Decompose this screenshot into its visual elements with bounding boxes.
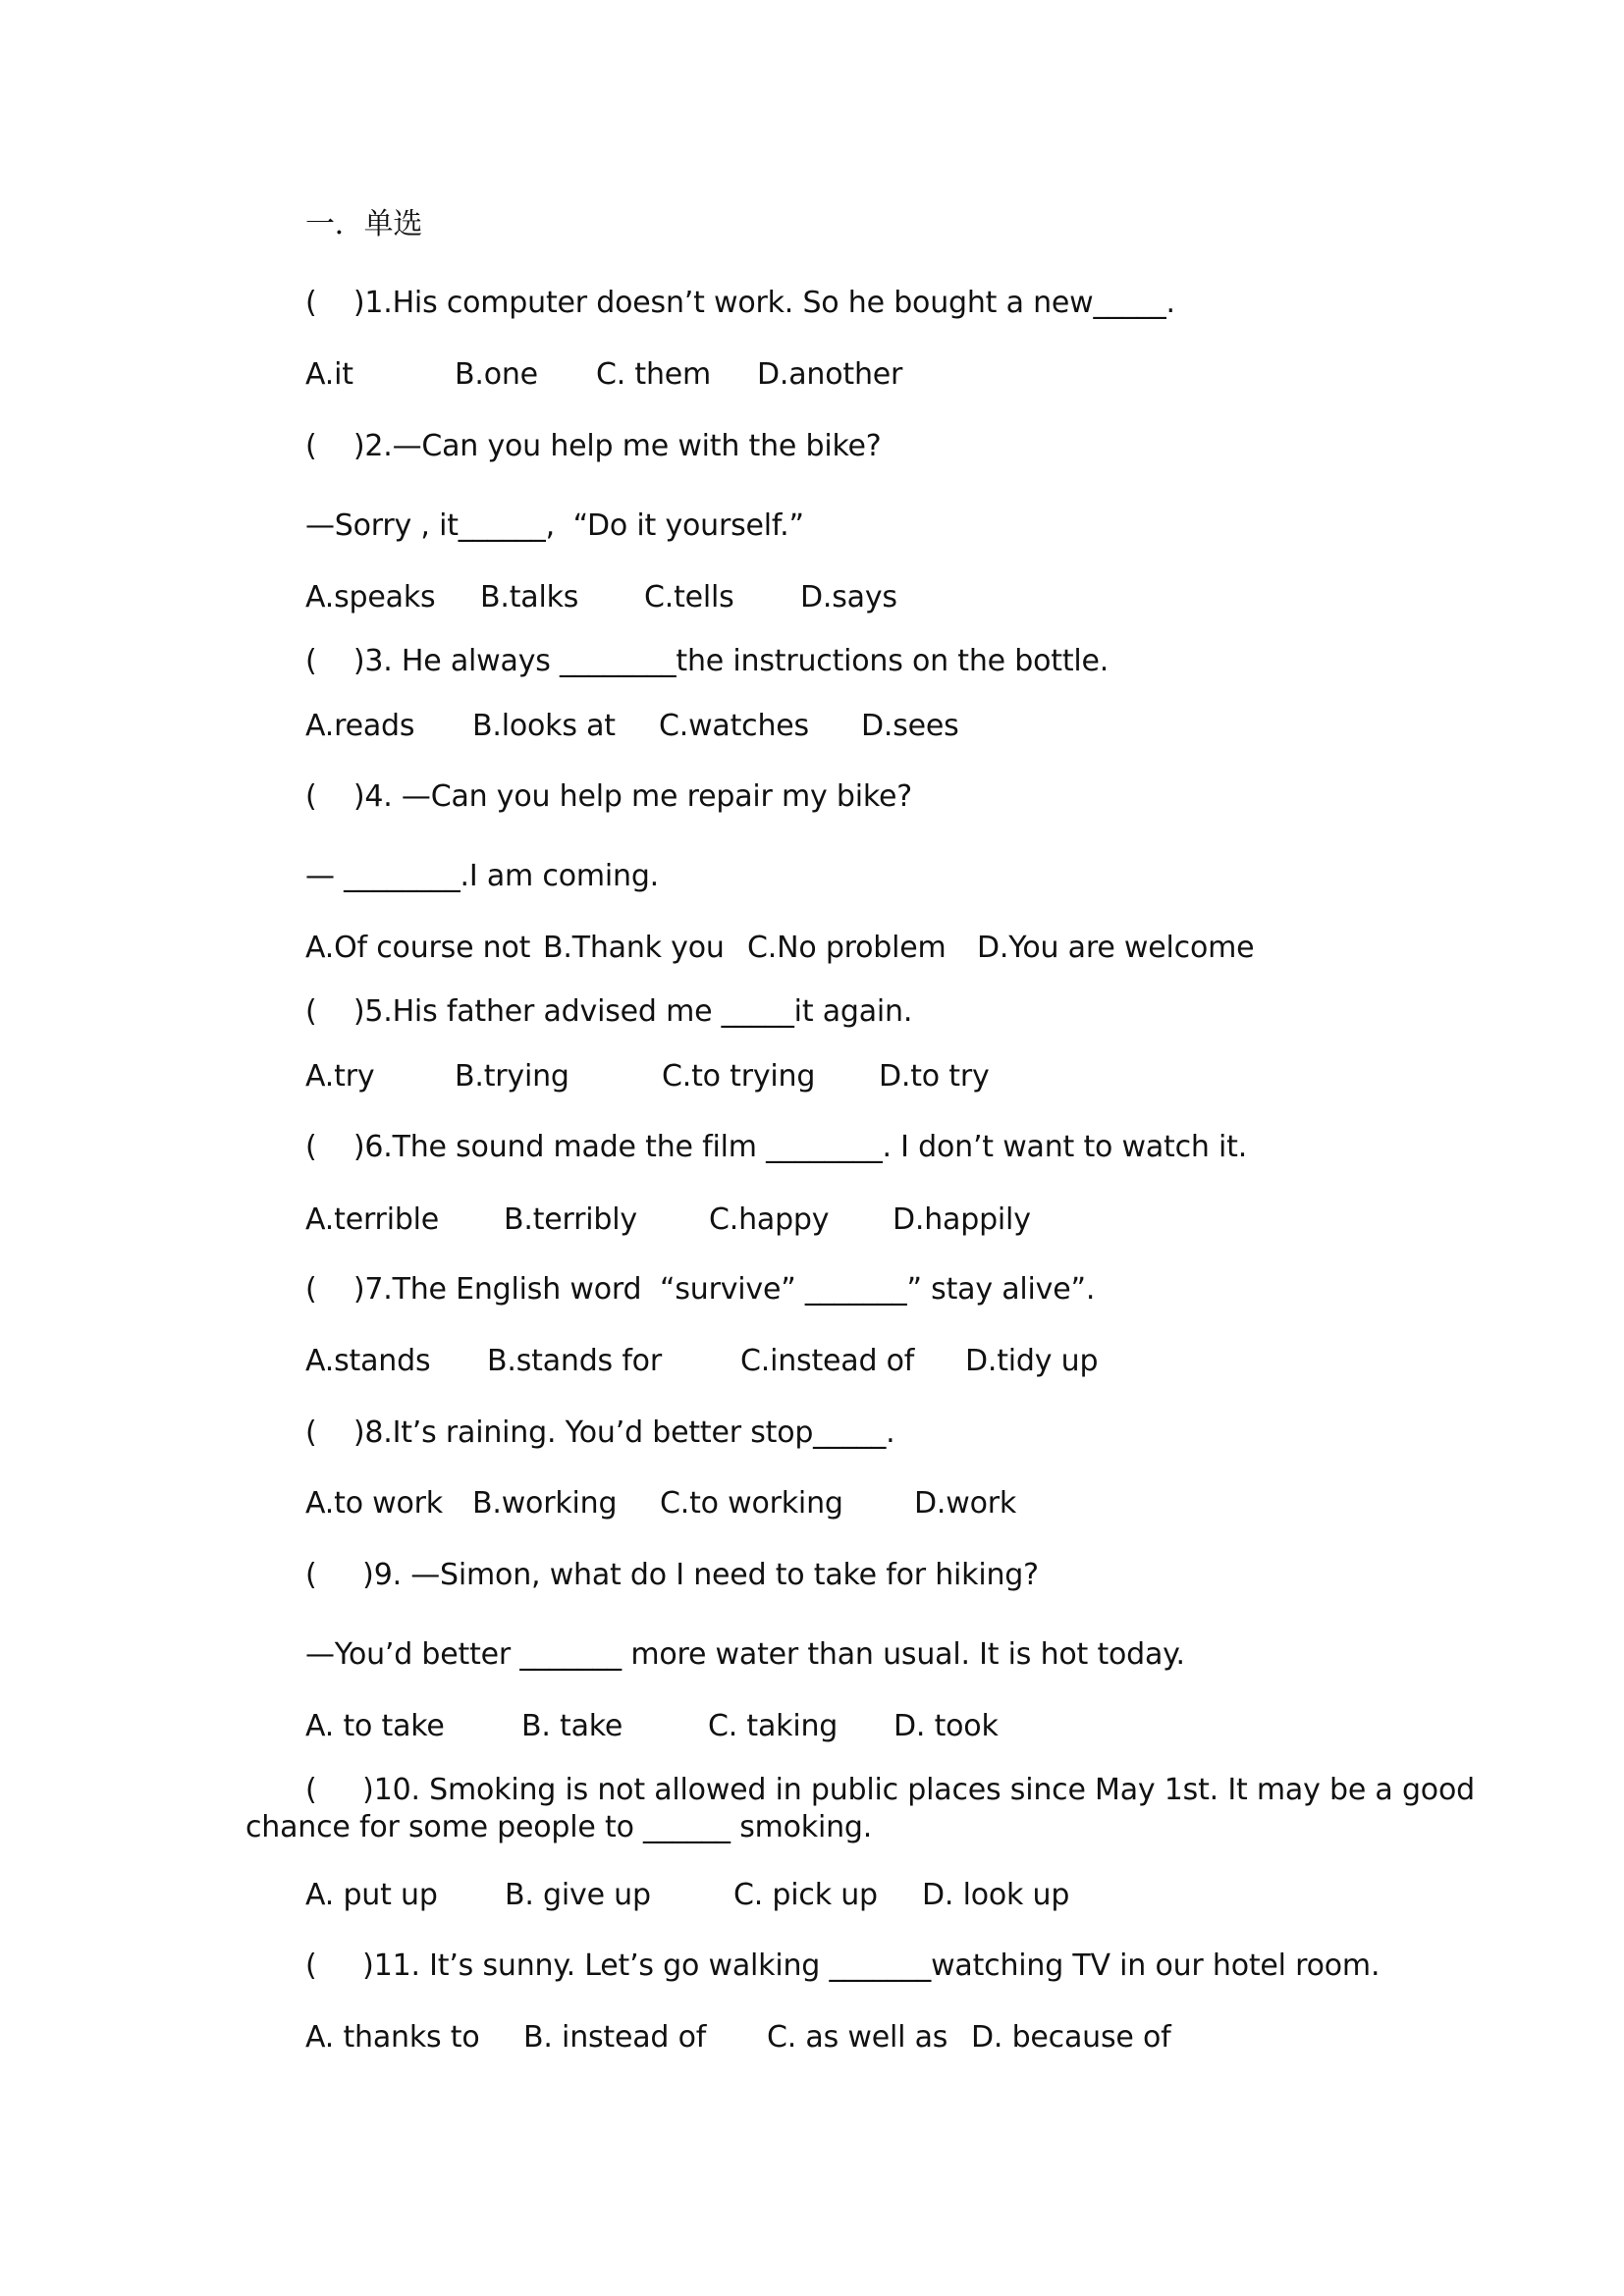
question-2-option-b: B.talks xyxy=(480,580,579,614)
question-5-option-b: B.trying xyxy=(455,1059,569,1094)
question-10-option-b: B. give up xyxy=(505,1878,651,1912)
question-5-option-d: D.to try xyxy=(879,1059,990,1094)
question-5-stem: ( )5.His father advised me _____it again. xyxy=(305,994,913,1029)
question-8-option-c: C.to working xyxy=(660,1486,843,1521)
question-8-stem: ( )8.It’s raining. You’d better stop_____. xyxy=(305,1415,895,1450)
question-3-option-b: B.looks at xyxy=(472,709,616,743)
question-10-option-c: C. pick up xyxy=(733,1878,878,1912)
question-2-option-a: A.speaks xyxy=(305,580,436,614)
question-11-stem: ( )11. It’s sunny. Let’s go walking _______watching TV in our hotel room. xyxy=(305,1949,1380,1983)
question-7-stem: ( )7.The English word “survive” _______” stay alive”. xyxy=(305,1272,1096,1307)
question-9-stem: ( )9. —Simon, what do I need to take for hiking? xyxy=(305,1558,1039,1592)
question-9-option-b: B. take xyxy=(521,1709,623,1743)
question-10-stem-continued: chance for some people to ______ smoking. xyxy=(245,1810,873,1844)
question-6-stem: ( )6.The sound made the film ________. I don’t want to watch it. xyxy=(305,1130,1248,1164)
question-3-stem: ( )3. He always ________the instructions on the bottle. xyxy=(305,644,1110,678)
question-6-option-a: A.terrible xyxy=(305,1202,440,1237)
question-10-option-d: D. look up xyxy=(922,1878,1070,1912)
question-5-option-a: A.try xyxy=(305,1059,375,1094)
question-8-option-a: A.to work xyxy=(305,1486,443,1521)
question-2-stem: ( )2.—Can you help me with the bike? xyxy=(305,429,882,463)
question-6-option-b: B.terribly xyxy=(504,1202,637,1237)
question-3-option-d: D.sees xyxy=(861,709,959,743)
question-7-option-a: A.stands xyxy=(305,1344,431,1378)
question-9-stem-continued: —You’d better _______ more water than usual. It is hot today. xyxy=(305,1637,1185,1672)
question-11-option-d: D. because of xyxy=(971,2020,1171,2055)
question-9-option-a: A. to take xyxy=(305,1709,445,1743)
question-1-option-d: D.another xyxy=(757,357,903,392)
question-10-option-a: A. put up xyxy=(305,1878,438,1912)
question-4-option-c: C.No problem xyxy=(747,931,947,965)
question-3-option-c: C.watches xyxy=(659,709,809,743)
question-4-stem: ( )4. —Can you help me repair my bike? xyxy=(305,779,912,814)
question-6-option-d: D.happily xyxy=(893,1202,1031,1237)
question-7-option-c: C.instead of xyxy=(740,1344,915,1378)
question-2-option-d: D.says xyxy=(800,580,897,614)
question-9-option-d: D. took xyxy=(893,1709,999,1743)
question-4-option-b: B.Thank you xyxy=(543,931,725,965)
question-1-option-a: A.it xyxy=(305,357,353,392)
section-title: 一．单选 xyxy=(305,207,423,241)
question-7-option-b: B.stands for xyxy=(487,1344,662,1378)
question-11-option-a: A. thanks to xyxy=(305,2020,480,2055)
question-6-option-c: C.happy xyxy=(709,1202,830,1237)
question-2-option-c: C.tells xyxy=(644,580,734,614)
question-7-option-d: D.tidy up xyxy=(965,1344,1099,1378)
question-4-option-a: A.Of course not xyxy=(305,931,531,965)
question-2-stem-continued: —Sorry , it______, “Do it yourself.” xyxy=(305,508,804,543)
question-8-option-d: D.work xyxy=(914,1486,1017,1521)
question-4-option-d: D.You are welcome xyxy=(977,931,1255,965)
question-11-option-c: C. as well as xyxy=(767,2020,948,2055)
question-1-option-b: B.one xyxy=(455,357,538,392)
question-1-option-c: C. them xyxy=(596,357,712,392)
question-5-option-c: C.to trying xyxy=(662,1059,816,1094)
question-1-stem: ( )1.His computer doesn’t work. So he bought a new_____. xyxy=(305,286,1175,320)
question-11-option-b: B. instead of xyxy=(523,2020,707,2055)
question-4-stem-continued: — ________.I am coming. xyxy=(305,859,659,893)
question-10-stem: ( )10. Smoking is not allowed in public places since May 1st. It may be a good xyxy=(305,1773,1475,1807)
question-9-option-c: C. taking xyxy=(708,1709,839,1743)
question-3-option-a: A.reads xyxy=(305,709,415,743)
question-8-option-b: B.working xyxy=(472,1486,618,1521)
